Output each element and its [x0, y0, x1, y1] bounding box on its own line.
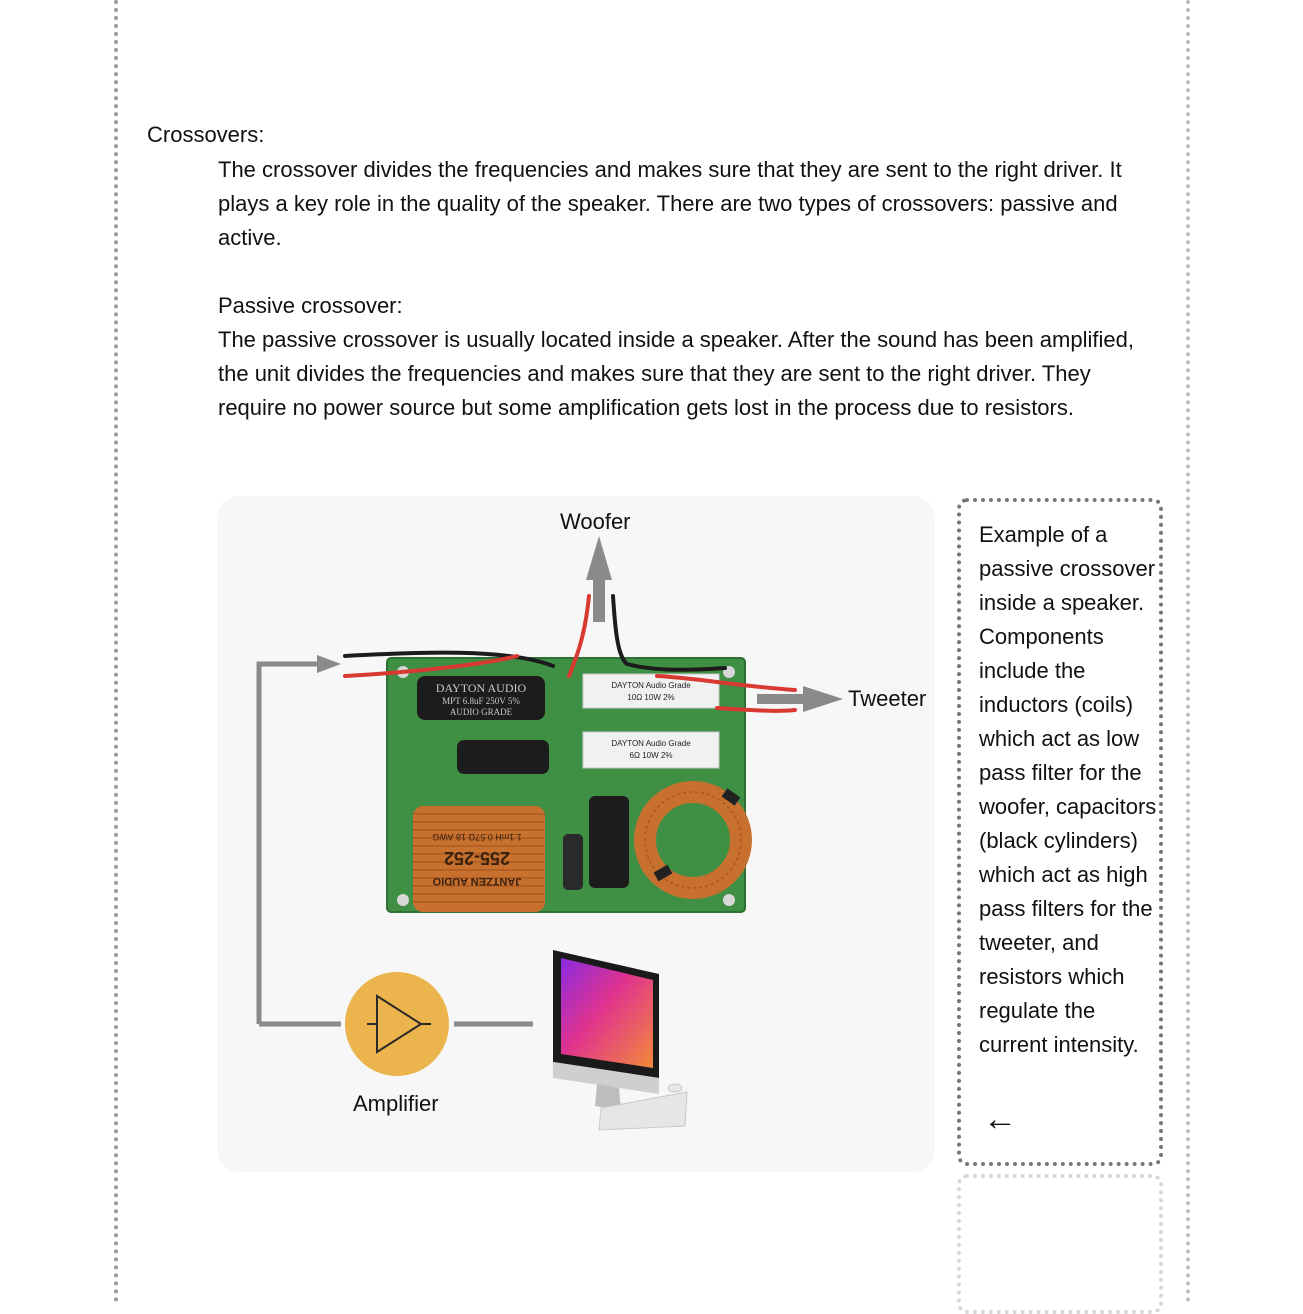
- computer-illustration: [553, 950, 687, 1130]
- res1-spec: 10Ω 10W 2%: [627, 693, 675, 702]
- caption-text: Example of a passive crossover inside a speaker. Components include the inductors (coils) which act as low pass filter for the woofer, capacitors (black cylinders) which act as high pass filters for the tweeter, and resistors which regulate the current intensity.: [979, 522, 1157, 1057]
- capacitor-vertical: [589, 796, 629, 888]
- cap1-spec: MPT 6.8uF 250V 5%: [442, 696, 520, 706]
- amplifier-label: Amplifier: [353, 1091, 439, 1116]
- res2-brand: DAYTON Audio Grade: [611, 739, 691, 748]
- next-caption-box: [957, 1174, 1163, 1314]
- woofer-arrow: [586, 536, 612, 622]
- capacitor-mini: [563, 834, 583, 890]
- cap1-brand: DAYTON AUDIO: [435, 681, 527, 695]
- back-arrow-icon[interactable]: ←: [983, 1100, 1017, 1138]
- woofer-label: Woofer: [560, 509, 631, 534]
- res2-spec: 6Ω 10W 2%: [629, 751, 673, 760]
- intro-paragraph: The crossover divides the frequencies and makes sure that they are sent to the right driver. It plays a key role in the quality of the speaker. There are two types of crossovers: passive and active.: [218, 157, 1122, 250]
- coil-brand: JANTZEN AUDIO: [432, 875, 522, 887]
- amplifier-symbol: [345, 972, 449, 1076]
- cap1-grade: AUDIO GRADE: [449, 707, 513, 717]
- section-title: Crossovers:: [147, 122, 265, 147]
- crossover-diagram: [217, 496, 935, 1172]
- crossover-figure: [217, 496, 935, 1172]
- signal-line: [259, 664, 317, 1024]
- capacitor-large: [417, 676, 545, 720]
- passive-heading: Passive crossover:: [218, 293, 403, 318]
- inductor-large: [413, 806, 545, 912]
- right-margin-rule: [1186, 0, 1190, 1303]
- res1-brand: DAYTON Audio Grade: [611, 681, 691, 690]
- capacitor-small: [457, 740, 549, 774]
- passive-paragraph: The passive crossover is usually located inside a speaker. After the sound has been amplified, the unit divides the frequencies and makes sure that they are sent to the right driver. They require no power source but some amplification gets lost in the process due to resistors.: [218, 327, 1134, 420]
- input-arrow-head: [317, 655, 341, 673]
- left-margin-rule: [114, 0, 118, 1303]
- crossover-board: [387, 658, 745, 912]
- tweeter-label: Tweeter: [848, 686, 927, 711]
- coil-spec: 1.1mH 0.57Ω 18 AWG: [432, 832, 522, 842]
- coil-model: 255-252: [443, 848, 511, 868]
- resistor-6-ohm: [583, 732, 719, 768]
- caption-box: [957, 498, 1163, 1166]
